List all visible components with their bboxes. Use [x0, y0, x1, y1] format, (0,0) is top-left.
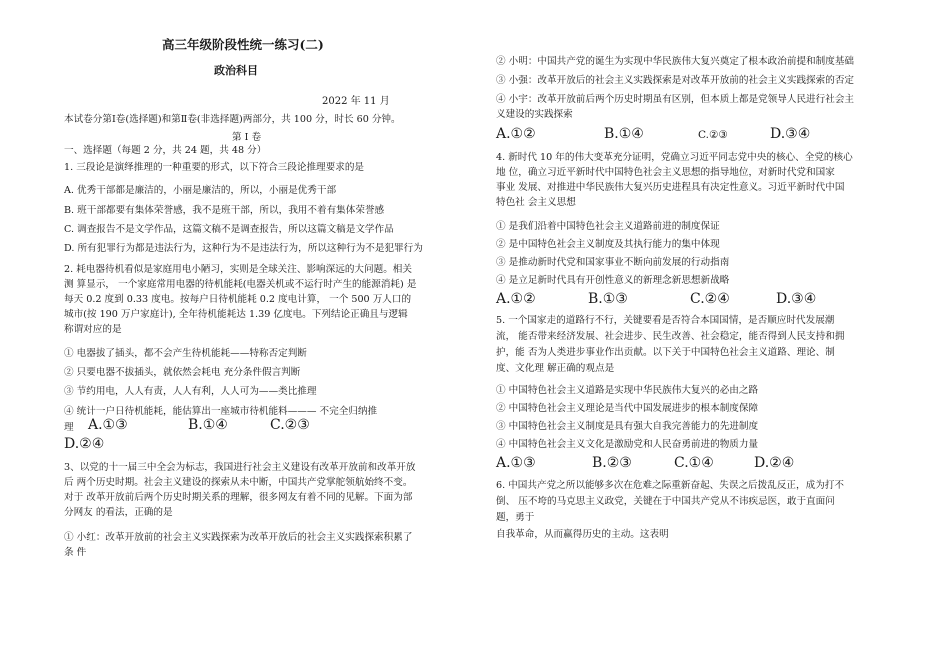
question-3-statement-4-cont: 义建设的实践探索 [496, 109, 573, 120]
question-5-statement-4: ④ 中国特色社会主义文化是激励党和人民奋勇前进的物质力量 [496, 439, 759, 450]
exam-date: 2022 年 11 月 [322, 96, 390, 107]
question-5-line-3: 护，能 否为人类进步事业作出贡献。以下关于中国特色社会主义道路、理论、制 [496, 347, 835, 358]
question-3-statement-4: ④ 小宇：改革开放前后两个历史时期虽有区别，但本质上都是党领导人民进行社会主 [496, 94, 855, 105]
question-1-option-a: A. 优秀干部都是廉洁的，小丽是廉洁的，所以，小丽是优秀干部 [64, 185, 337, 196]
question-2-line-3: 每天 0.2 度到 0.33 度电。按每户日待机能耗 0.2 度电计算， 一个 500 万人口的 [64, 294, 412, 305]
question-5-line-2: 流， 能否带来经济发展、社会进步、民生改善、社会稳定，能否得到人民支持和拥 [496, 331, 845, 342]
question-3-line-3: 对于 改革开放前后两个历史时期关系的理解，很多网友有着不同的见解。下面为部 [64, 492, 413, 503]
question-5-choice-b: B.②③ [592, 455, 632, 471]
question-1-option-b: B. 班干部都要有集体荣誉感，我不是班干部，所以，我用不着有集体荣誉感 [64, 205, 385, 216]
question-4-choice-d: D.③④ [776, 291, 817, 307]
question-2-line-2: 测 算显示， 一个家庭常用电器的待机能耗(电器关机或不运行时产生的能源消耗) 是 [64, 279, 417, 290]
question-3-choices [496, 125, 810, 144]
question-2-line-4: 城市(按 190 万户家庭计), 全年待机能耗达 1.39 亿度电。下列结论正确且与逻辑 [64, 309, 408, 320]
question-4-line-2: 地 位，确立习近平新时代中国特色社会主义思想的指导地位，对新时代党和国家 [496, 167, 835, 178]
question-5-choice-d: D.②④ [754, 455, 795, 471]
question-3-line-2: 后 两个历史时期。社会主义建设的探索从未中断，中国共产党掌舵领航始终不变。 [64, 477, 413, 488]
question-2-statement-3: ③ 节约用电，人人有责，人人有利，人人可为——类比推理 [64, 386, 317, 397]
question-4-line-1: 4. 新时代 10 年的伟大变革充分证明，党确立习近平同志党中央的核心、全党的核心 [496, 152, 853, 163]
question-3-line-1: 3、以党的十一届三中全会为标志，我国进行社会主义建设有改革开放前和改革开放 [64, 462, 416, 473]
question-2-statement-1: ① 电器拔了插头，都不会产生待机能耗——特称否定判断 [64, 348, 307, 359]
question-6-line-1: 6. 中国共产党之所以能够多次在危难之际重新奋起、失误之后拨乱反正，成为打不 [496, 480, 844, 491]
question-4-statement-4: ④ 是立足新时代具有开创性意义的新理念新思想新战略 [496, 275, 730, 286]
question-4-statement-1: ① 是我们沿着中国特色社会主义道路前进的制度保证 [496, 221, 720, 232]
question-2-line-1: 2. 耗电器待机看似是家庭用电小陋习，实则是全球关注、影响深远的大问题。相关 [64, 264, 412, 275]
question-6-line-3: 题，勇于 [496, 512, 535, 523]
question-2-statement-2: ② 只要电器不拔插头，就依然会耗电 充分条件假言判断 [64, 367, 301, 378]
question-3-choice-c: C.②③ [698, 129, 728, 141]
question-3-statement-2: ② 小明：中国共产党的诞生为实现中华民族伟大复兴奠定了根本政治前提和制度基础 [496, 56, 855, 67]
question-5-line-1: 5. 一个国家走的道路行不行，关键要看是否符合本国国情，是否顺应时代发展潮 [496, 315, 835, 326]
question-4-choice-a: A.①② [496, 291, 536, 307]
question-4-line-4: 特色社 会主义思想 [496, 197, 576, 208]
question-2-line-5: 称谓对应的是 [64, 324, 122, 335]
question-5-line-4: 度、文化理 解正确的观点是 [496, 363, 615, 374]
question-4-statement-3: ③ 是推动新时代党和国家事业不断向前发展的行动指南 [496, 257, 730, 268]
question-4-choice-c: C.②④ [690, 291, 730, 307]
question-2-choice-b: B.①④ [188, 417, 228, 433]
question-2-choice-d: D.②④ [64, 436, 105, 452]
question-3-choice-b: B.①④ [604, 126, 644, 142]
question-1-option-c: C. 调查报告不是文学作品，这篇文稿不是调查报告，所以这篇文稿是文学作品 [64, 224, 394, 235]
question-1-option-d: D. 所有犯罪行为都是违法行为，这种行为不是违法行为，所以这种行为不是犯罪行为 [64, 243, 423, 254]
question-3-choice-d: D.③④ [770, 126, 811, 142]
subject-title: 政治科目 [214, 64, 258, 77]
question-4-choice-b: B.①③ [588, 291, 628, 307]
question-6-line-2: 倒、 压不垮的马克思主义政党，关键在于中国共产党从不讳疾忌医，敢于直面问 [496, 496, 835, 507]
question-5-statement-3: ③ 中国特色社会主义制度是具有强大自我完善能力的先进制度 [496, 421, 759, 432]
section-heading: 一、选择题（每题 2 分，共 24 题，共 48 分） [64, 145, 267, 156]
part-label: 第 Ⅰ 卷 [232, 132, 262, 143]
question-5-statement-2: ② 中国特色社会主义理论是当代中国发展进步的根本制度保障 [496, 403, 759, 414]
question-5-statement-1: ① 中国特色社会主义道路是实现中华民族伟大复兴的必由之路 [496, 385, 759, 396]
question-2-statement-4-cont: 理 [64, 422, 74, 433]
question-3-statement-3: ③ 小强：改革开放后的社会主义实践探索是对改革开放前的社会主义实践探索的否定 [496, 75, 855, 86]
question-2-choice-c: C.②③ [270, 417, 310, 433]
question-4-choices [496, 290, 816, 308]
question-5-choice-c: C.①④ [674, 455, 714, 471]
question-4-line-3: 事业 发展、对推进中华民族伟大复兴历史进程具有决定性意义。习近平新时代中国 [496, 182, 845, 193]
question-3-line-4: 分网友 的看法，正确的是 [64, 507, 173, 518]
question-2-statement-4: ④ 统计一户日待机能耗，能估算出一座城市待机能料——— 不完全归纳推 [64, 406, 378, 417]
question-3-statement-1-cont: 条 件 [64, 547, 87, 558]
question-5-choice-a: A.①③ [496, 455, 536, 471]
question-4-statement-2: ② 是中国特色社会主义制度及其执行能力的集中体现 [496, 239, 720, 250]
question-6-line-4: 自我革命，从而赢得历史的主动。这表明 [496, 529, 669, 540]
question-2-choices-row-1 [88, 416, 310, 434]
question-2-choice-a: A.①③ [88, 417, 128, 433]
question-3-statement-1: ① 小红：改革开放前的社会主义实践探索为改革开放后的社会主义实践探索积累了 [64, 532, 413, 543]
exam-title: 高三年级阶段性统一练习(二) [162, 37, 324, 52]
question-5-choices [496, 454, 794, 472]
question-3-choice-a: A.①② [496, 126, 536, 142]
question-1-stem: 1. 三段论是演绎推理的一种重要的形式，以下符合三段论推理要求的是 [64, 162, 365, 173]
exam-intro: 本试卷分第Ⅰ卷(选择题)和第Ⅱ卷(非选择题)两部分，共 100 分，时长 60 分钟。 [64, 114, 401, 125]
